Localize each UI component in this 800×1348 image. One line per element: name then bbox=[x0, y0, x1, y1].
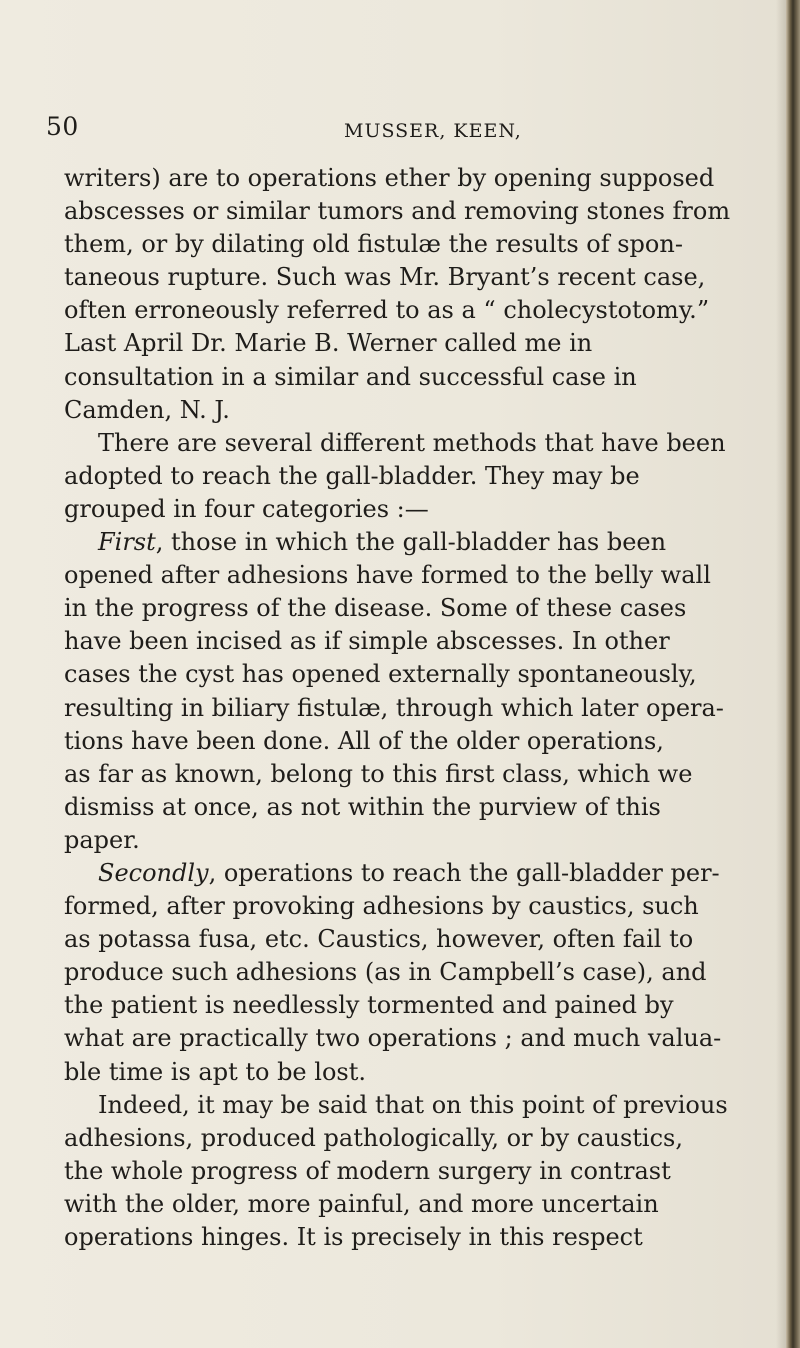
text-line: dismiss at once, as not within the purview of this bbox=[64, 792, 661, 821]
text-line: have been incised as if simple abscesses. In other bbox=[64, 627, 670, 656]
text-line: often erroneously referred to as a “ cholecystotomy.” bbox=[64, 296, 710, 325]
running-head: MUSSER, KEEN, bbox=[344, 120, 522, 142]
text-line: opened after adhesions have formed to the belly wall bbox=[64, 561, 711, 590]
text-line: in the progress of the disease. Some of these cases bbox=[64, 594, 687, 623]
text-line bbox=[64, 526, 754, 559]
text-line: Last April Dr. Marie B. Werner called me in bbox=[64, 329, 593, 358]
text-line: the whole progress of modern surgery in contrast bbox=[64, 1156, 671, 1185]
text-line: Camden, N. J. bbox=[64, 395, 230, 424]
text-line: There are several different methods that have been bbox=[98, 428, 726, 457]
text-line: adhesions, produced pathologically, or by caustics, bbox=[64, 1123, 683, 1152]
text-line-rest: , those in which the gall-bladder has been bbox=[155, 528, 667, 557]
page-header bbox=[46, 112, 746, 148]
text-line: consultation in a similar and successful case in bbox=[64, 362, 637, 391]
text-line: with the older, more painful, and more uncertain bbox=[64, 1189, 659, 1218]
text-line: taneous rupture. Such was Mr. Bryant’s recent case, bbox=[64, 263, 706, 292]
text-line: what are practically two operations ; and much valua- bbox=[64, 1024, 722, 1053]
gutter-shadow bbox=[776, 0, 786, 1348]
text-line bbox=[64, 857, 754, 890]
text-line: operations hinges. It is precisely in this respect bbox=[64, 1223, 643, 1251]
book-spine-edge bbox=[786, 0, 800, 1348]
text-line: adopted to reach the gall-bladder. They may be bbox=[64, 461, 640, 490]
text-line: grouped in four categories :— bbox=[64, 494, 429, 523]
text-line: Indeed, it may be said that on this point of previous bbox=[98, 1090, 728, 1119]
text-line: the patient is needlessly tormented and pained by bbox=[64, 991, 674, 1020]
text-line: paper. bbox=[64, 825, 140, 854]
italic-term-first: First bbox=[98, 528, 156, 557]
page-number: 50 bbox=[46, 112, 79, 141]
text-line: resulting in biliary fistulæ, through which later opera- bbox=[64, 693, 724, 722]
body-text bbox=[64, 162, 754, 1254]
text-line: them, or by dilating old fistulæ the results of spon- bbox=[64, 230, 683, 259]
text-line-rest: , operations to reach the gall-bladder per- bbox=[208, 858, 720, 887]
text-line: produce such adhesions (as in Campbell’s case), and bbox=[64, 958, 707, 987]
text-line: writers) are to operations ether by opening supposed bbox=[64, 164, 715, 192]
text-line: as potassa fusa, etc. Caustics, however, often fail to bbox=[64, 925, 694, 954]
text-line: cases the cyst has opened externally spontaneously, bbox=[64, 660, 697, 689]
italic-term-secondly: Secondly bbox=[98, 858, 209, 887]
text-line: tions have been done. All of the older operations, bbox=[64, 726, 664, 755]
text-line: as far as known, belong to this first class, which we bbox=[64, 759, 693, 788]
text-line: formed, after provoking adhesions by caustics, such bbox=[64, 892, 699, 921]
text-line: abscesses or similar tumors and removing stones from bbox=[64, 197, 731, 226]
text-line: ble time is apt to be lost. bbox=[64, 1057, 366, 1086]
